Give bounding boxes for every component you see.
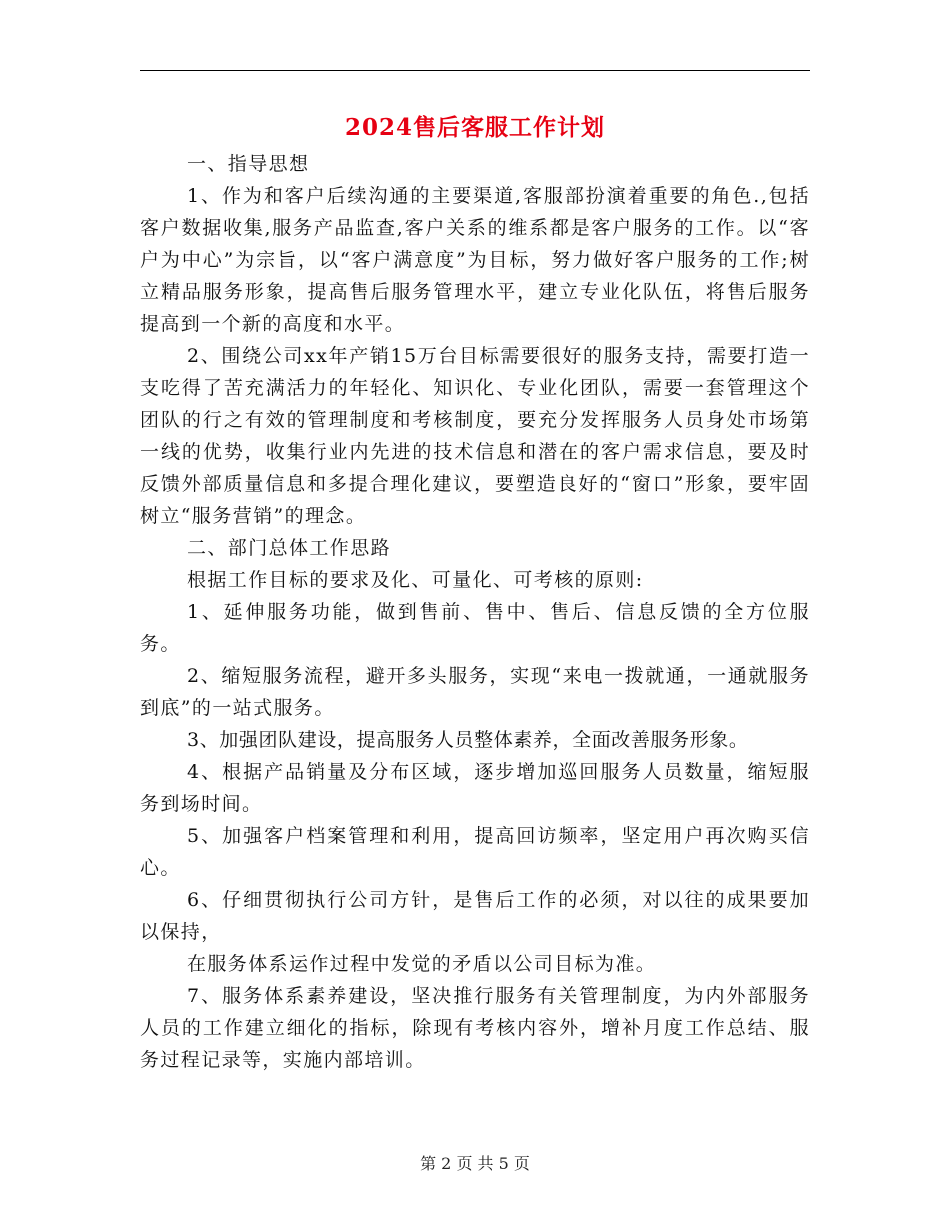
document-body bbox=[140, 148, 810, 1076]
list-item-5: 5、加强客户档案管理和利用，提高回访频率，坚定用户再次购买信心。 bbox=[140, 825, 810, 879]
heading-overall-approach: 二、部门总体工作思路 bbox=[187, 537, 392, 559]
list-item-2: 2、缩短服务流程，避开多头服务，实现“来电一拨就通，一通就服务到底”的一站式服务。 bbox=[140, 665, 810, 719]
list-item-1: 1、延伸服务功能，做到售前、售中、售后、信息反馈的全方位服务。 bbox=[140, 601, 810, 655]
paragraph-1: 1、作为和客户后续沟通的主要渠道,客服部扮演着重要的角色.,包括客户数据收集,服务产品监查,客户关系的维系都是客户服务的工作。以“客户为中心”为宗旨，以“客户满意度”为目标，努力做好客户服务的工作;树立精品服务形象，提高售后服务管理水平，建立专业化队伍，将售后服务提高到一个新的高度和水平。 bbox=[140, 185, 810, 335]
list-item-3: 3、加强团队建设，提高服务人员整体素养，全面改善服务形象。 bbox=[187, 729, 749, 751]
paragraph-2: 2、围绕公司xx年产销15万台目标需要很好的服务支持，需要打造一支吃得了苦充满活力的年轻化、知识化、专业化团队，需要一套管理这个团队的行之有效的管理制度和考核制度，要充分发挥服务人员身处市场第一线的优势，收集行业内先进的技术信息和潜在的客户需求信息，要及时反馈外部质量信息和多提合理化建议，要塑造良好的“窗口”形象，要牢固树立“服务营销”的理念。 bbox=[140, 345, 810, 527]
list-item-6: 6、仔细贯彻执行公司方针，是售后工作的必须，对以往的成果要加以保持， bbox=[140, 889, 810, 943]
list-item-6-continued: 在服务体系运作过程中发觉的矛盾以公司目标为准。 bbox=[187, 953, 657, 975]
list-item-7: 7、服务体系素养建设，坚决推行服务有关管理制度，为内外部服务人员的工作建立细化的指标，除现有考核内容外，增补月度工作总结、服务过程记录等，实施内部培训。 bbox=[140, 985, 810, 1071]
page-number: 第 2 页 共 5 页 bbox=[420, 1154, 530, 1173]
list-item-4: 4、根据产品销量及分布区域，逐步增加巡回服务人员数量，缩短服务到场时间。 bbox=[140, 761, 810, 815]
heading-guiding-principles: 一、指导思想 bbox=[187, 153, 310, 175]
paragraph-principle: 根据工作目标的要求及化、可量化、可考核的原则: bbox=[187, 569, 644, 591]
header-rule bbox=[140, 70, 810, 71]
document-title: 2024售后客服工作计划 bbox=[344, 114, 605, 141]
